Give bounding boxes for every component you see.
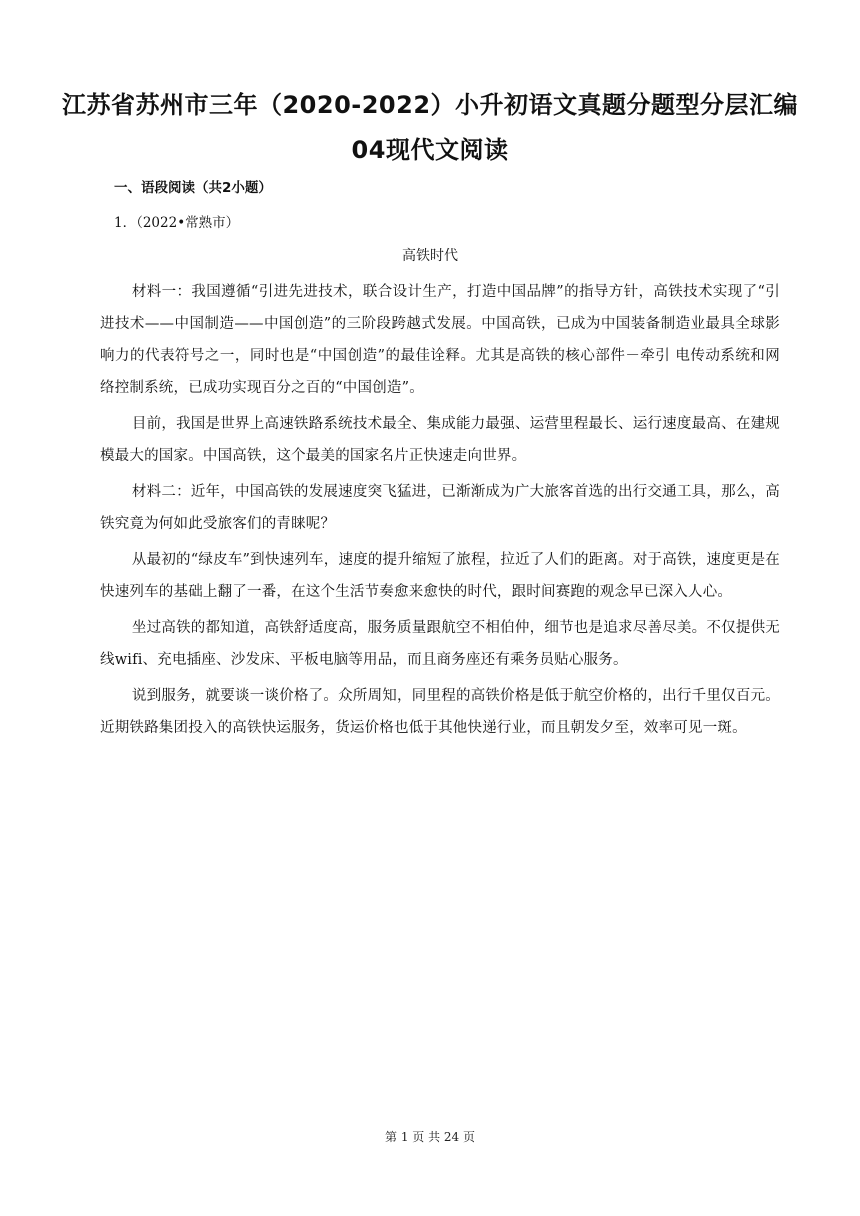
- paragraph: 材料一：我国遵循“引进先进技术，联合设计生产，打造中国品牌”的指导方针，高铁技术实现了“引进技术——中国制造——中国创造”的三阶段跨越式发展。中国高铁，已成为中国装备制造业最具全球影响力的代表符号之一，同时也是“中国创造”的最佳诠释。尤其是高铁的核心部件－牵引 电传动系统和网络控制系统，已成功实现百分之百的“中国创造”。: [100, 284, 780, 396]
- paragraph: 目前，我国是世界上高速铁路系统技术最全、集成能力最强、运营里程最长、运行速度最高、在建规模最大的国家。中国高铁，这个最美的国家名片正快速走向世界。: [100, 416, 780, 464]
- paragraph: 从最初的“绿皮车”到快速列车，速度的提升缩短了旅程，拉近了人们的距离。对于高铁，速度更是在快速列车的基础上翻了一番，在这个生活节奏愈来愈快的时代，跟时间赛跑的观念早已深入人心。: [100, 552, 780, 600]
- article-body: [100, 276, 780, 748]
- article-title: 高铁时代: [402, 248, 458, 264]
- paragraph: 材料二：近年，中国高铁的发展速度突飞猛进，已渐渐成为广大旅客首选的出行交通工具，那么，高铁究竟为何如此受旅客们的青睐呢？: [100, 484, 780, 532]
- section-heading: 一、语段阅读（共2小题）: [114, 180, 272, 196]
- document-title-line1: 江苏省苏州市三年（2020-2022）小升初语文真题分题型分层汇编: [61, 91, 799, 119]
- paragraph: 说到服务，就要谈一谈价格了。众所周知，同里程的高铁价格是低于航空价格的，出行千里仅百元。近期铁路集团投入的高铁快运服务，货运价格也低于其他快递行业，而且朝发夕至，效率可见一斑。: [100, 688, 780, 736]
- question-label: 1．（2022•常熟市）: [114, 215, 240, 231]
- document-title-line2: 04现代文阅读: [351, 136, 509, 164]
- page-footer: 第 1 页 共 24 页: [385, 1130, 475, 1144]
- paragraph: 坐过高铁的都知道，高铁舒适度高，服务质量跟航空不相伯仲，细节也是追求尽善尽美。不仅提供无线wifi、充电插座、沙发床、平板电脑等用品，而且商务座还有乘务员贴心服务。: [100, 620, 780, 668]
